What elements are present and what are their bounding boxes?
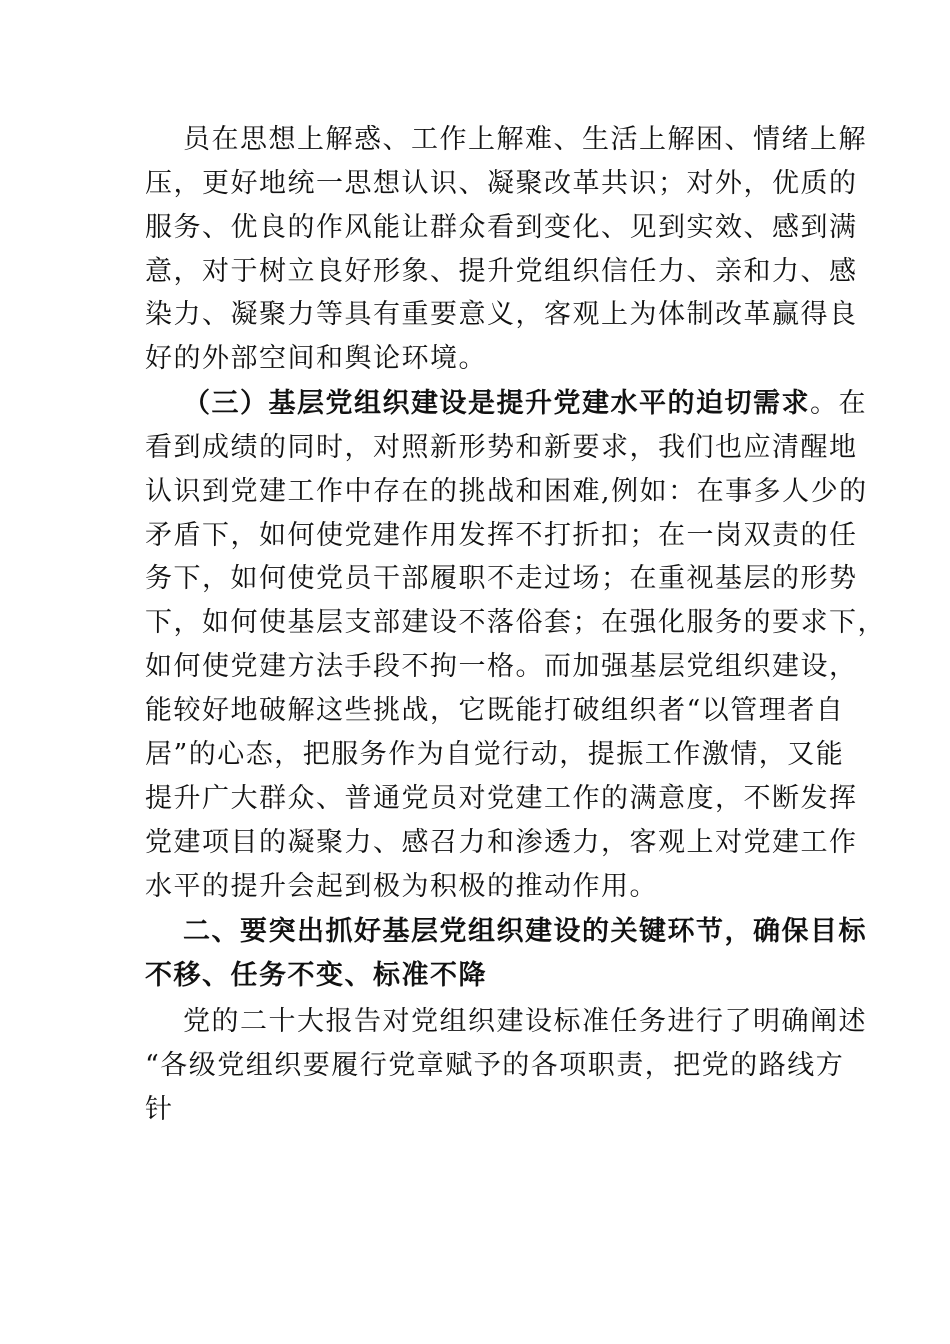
section-3-line: 认识到党建工作中存在的挑战和困难,例如：在事多人少的: [145, 476, 868, 507]
section-3-line: 务下，如何使党员干部履职不走过场；在重视基层的形势: [145, 563, 858, 594]
paragraph-1-line-6: 好的外部空间和舆论环境。: [145, 343, 487, 374]
section-3-line: 提升广大群众、普通党员对党建工作的满意度，不断发挥: [145, 783, 858, 814]
section-2-heading-line-2: 不移、任务不变、标准不降: [145, 960, 487, 991]
section-3-line: 下，如何使基层支部建设不落俗套；在强化服务的要求下，: [145, 607, 886, 638]
section-3-line: 矛盾下，如何使党建作用发挥不打折扣；在一岗双责的任: [145, 520, 858, 551]
paragraph-1-line-4: 意，对于树立良好形象、提升党组织信任力、亲和力、感: [145, 256, 858, 287]
paragraph-last-line-3: 针: [145, 1094, 174, 1125]
section-3-line: 水平的提升会起到极为积极的推动作用。: [145, 871, 658, 902]
section-3-first-line: [183, 386, 867, 422]
section-3-heading-tail: 。在: [810, 388, 867, 419]
paragraph-last-line-1: 党的二十大报告对党组织建设标准任务进行了明确阐述: [183, 1006, 867, 1037]
paragraph-last-line-2: “各级党组织要履行党章赋予的各项职责，把党的路线方: [145, 1050, 845, 1081]
section-3-heading: （三）基层党组织建设是提升党建水平的迫切需求: [183, 388, 810, 419]
paragraph-1-line-2: 压，更好地统一思想认识、凝聚改革共识；对外，优质的: [145, 168, 858, 199]
section-3-line: 如何使党建方法手段不拘一格。而加强基层党组织建设，: [145, 651, 858, 682]
paragraph-1-line-3: 服务、优良的作风能让群众看到变化、见到实效、感到满: [145, 212, 858, 243]
section-3-line: 党建项目的凝聚力、感召力和渗透力，客观上对党建工作: [145, 827, 858, 858]
section-3-line: 能较好地破解这些挑战，它既能打破组织者“以管理者自: [145, 695, 845, 726]
section-3-line: 看到成绩的同时，对照新形势和新要求，我们也应清醒地: [145, 432, 858, 463]
paragraph-1-line-5: 染力、凝聚力等具有重要意义，客观上为体制改革赢得良: [145, 299, 858, 330]
section-2-heading-line-1: 二、要突出抓好基层党组织建设的关键环节，确保目标: [183, 916, 867, 947]
section-3-line: 居”的心态，把服务作为自觉行动，提振工作激情，又能: [145, 739, 845, 770]
paragraph-1-line-1: 员在思想上解惑、工作上解难、生活上解困、情绪上解: [183, 124, 867, 155]
